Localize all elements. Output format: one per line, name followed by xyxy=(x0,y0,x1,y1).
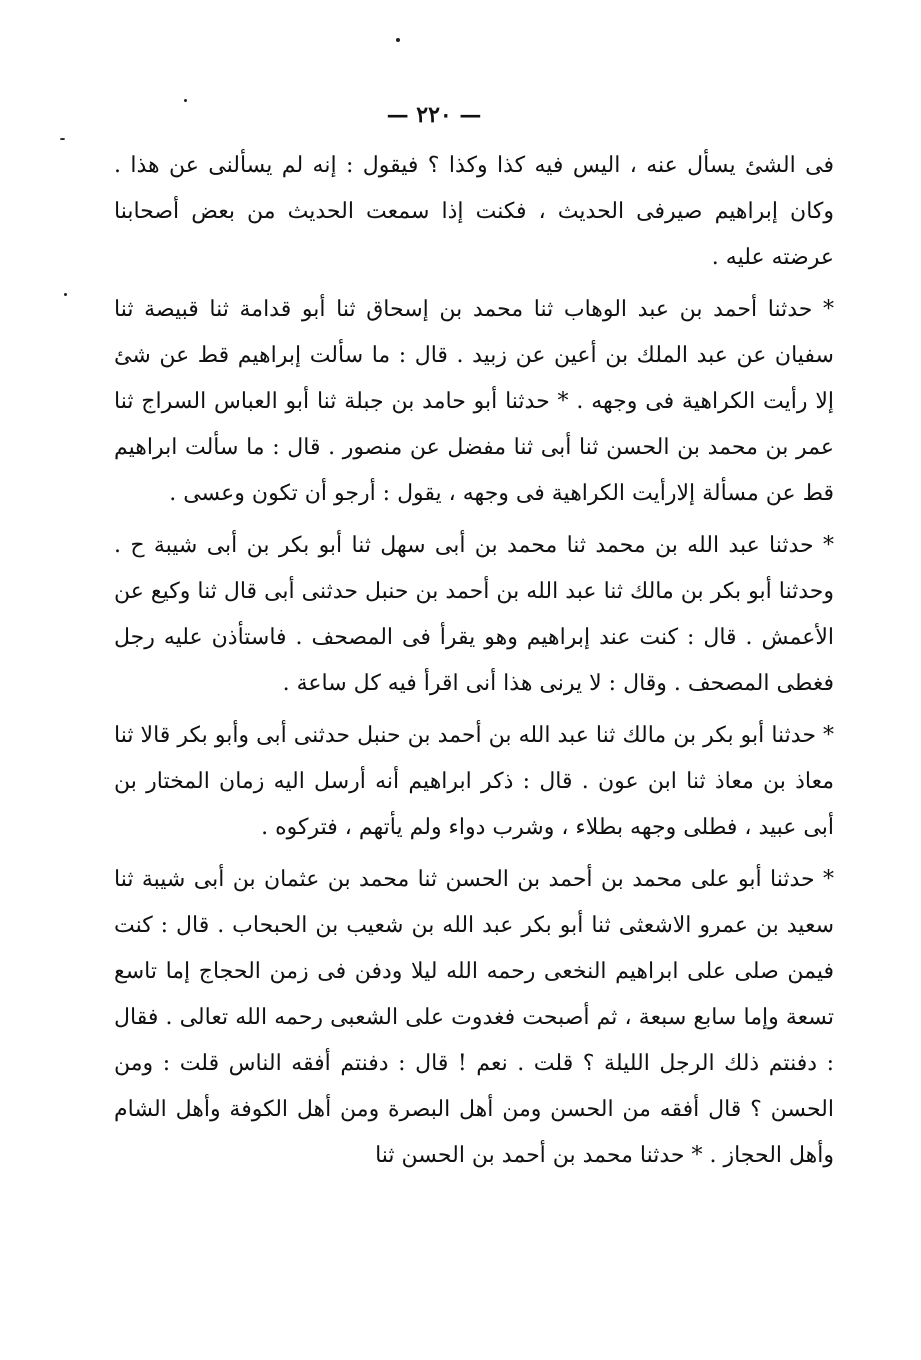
print-speck xyxy=(60,138,65,140)
page-number: — ٢٢٠ — xyxy=(386,102,482,128)
body-text xyxy=(114,143,834,1179)
paragraph: فى الشئ يسأل عنه ، اليس فيه كذا وكذا ؟ فيقول : إنه لم يسألنى عن هذا . وكان إبراهيم صيرفى الحديث ، فكنت إذا سمعت الحديث من بعض أصحابنا عرضته عليه . xyxy=(114,153,834,270)
paragraph: * حدثنا أبو على محمد بن أحمد بن الحسن ثنا محمد بن عثمان بن أبى شيبة ثنا سعيد بن عمرو الاشعثى ثنا أبو بكر عبد الله بن شعيب بن الحبحاب . قال : كنت فيمن صلى على ابراهيم النخعى رحمه الله ليلا ودفن فى زمن الحجاج إما تاسع تسعة وإما سابع سبعة ، ثم أصبحت فغدوت على الشعبى رحمه الله تعالى . فقال : دفنتم ذلك الرجل الليلة ؟ قلت . نعم ! قال : دفنتم أفقه الناس قلت : ومن الحسن ؟ قال أفقه من الحسن ومن أهل البصرة ومن أهل الكوفة وأهل الشام وأهل الحجاز . * حدثنا محمد بن أحمد بن الحسن ثنا xyxy=(114,867,834,1168)
paragraph: * حدثنا عبد الله بن محمد ثنا محمد بن أبى سهل ثنا أبو بكر بن أبى شيبة ح . وحدثنا أبو بكر بن مالك ثنا عبد الله بن أحمد بن حنبل حدثنى أبى قال ثنا وكيع عن الأعمش . قال : كنت عند إبراهيم وهو يقرأ فى المصحف . فاستأذن عليه رجل فغطى المصحف . وقال : لا يرنى هذا أنى اقرأ فيه كل ساعة . xyxy=(114,533,834,696)
paragraph: * حدثنا أبو بكر بن مالك ثنا عبد الله بن أحمد بن حنبل حدثنى أبى وأبو بكر قالا ثنا معاذ بن معاذ ثنا ابن عون . قال : ذكر ابراهيم أنه أرسل اليه زمان المختار بن أبى عبيد ، فطلى وجهه بطلاء ، وشرب دواء ولم يأتهم ، فتركوه . xyxy=(114,723,834,840)
paragraph: * حدثنا أحمد بن عبد الوهاب ثنا محمد بن إسحاق ثنا أبو قدامة ثنا قبيصة ثنا سفيان عن عبد الملك بن أعين عن زبيد . قال : ما سألت إبراهيم قط عن شئ إلا رأيت الكراهية فى وجهه . * حدثنا أبو حامد بن جبلة ثنا أبو العباس السراج ثنا عمر بن محمد بن الحسن ثنا أبى ثنا مفضل عن منصور . قال : ما سألت ابراهيم قط عن مسألة إلارأيت الكراهية فى وجهه ، يقول : أرجو أن تكون وعسى . xyxy=(114,297,834,506)
print-speck xyxy=(396,38,400,42)
print-speck xyxy=(64,293,67,296)
